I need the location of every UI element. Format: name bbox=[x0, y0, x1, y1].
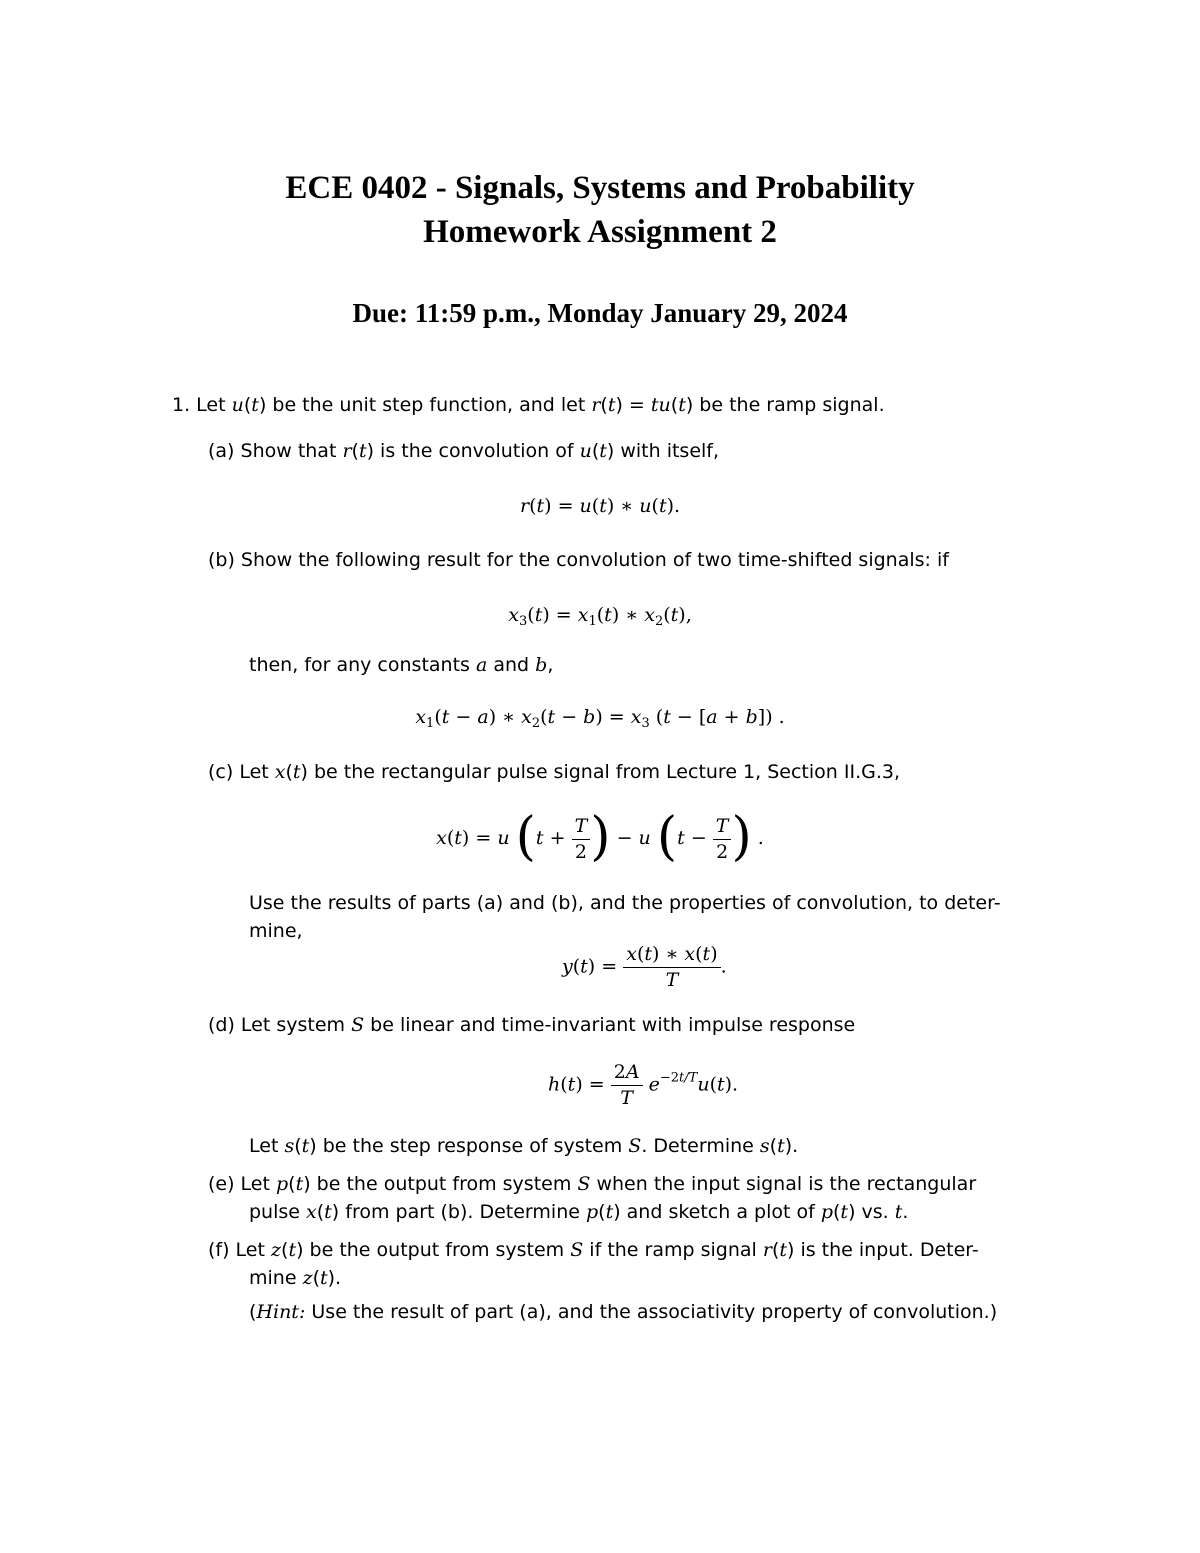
part-d-equation: h(t) = $\frac{2A}{T}$ $e^{-2t/T}u(t)$. bbox=[548, 1061, 739, 1109]
part-b-label: (b) bbox=[208, 549, 235, 571]
part-b-equation-1: $x_3(t) = x_1(t)$ ∗ $x_2(t)$, bbox=[508, 604, 692, 629]
problem-number: 1. bbox=[172, 394, 191, 416]
part-e-label: (e) bbox=[208, 1173, 235, 1195]
part-c-text-2-line-2: mine, bbox=[249, 920, 303, 942]
part-c-equation: x(t) = u (t + $\frac{T}{2}$ ) − u (t − $\frac{T}{2}$ ) . bbox=[436, 807, 764, 867]
part-f-line-1: (f) Let z(t) be the output from system S if the ramp signal r(t) is the input. Deter- bbox=[208, 1239, 979, 1261]
problem-1-intro: 1. Let u(t) be the unit step function, and let r(t) = tu(t) be the ramp signal. bbox=[172, 394, 885, 416]
due-date: Due: 11:59 p.m., Monday January 29, 2024 bbox=[352, 298, 848, 328]
part-d-label: (d) bbox=[208, 1014, 235, 1036]
part-f-hint: (Hint: Use the result of part (a), and the associativity property of convolution.) bbox=[249, 1301, 998, 1323]
part-a-label: (a) bbox=[208, 440, 235, 462]
part-c-equation-2: y(t) = $\frac{x(t) ∗ x(t)}{T}$ . bbox=[562, 943, 727, 991]
part-e-line-2: pulse x(t) from part (b). Determine p(t) and sketch a plot of p(t) vs. t. bbox=[249, 1201, 909, 1223]
part-b-middle-text: then, for any constants a and b, bbox=[249, 654, 554, 676]
part-e-line-1: (e) Let p(t) be the output from system S when the input signal is the rectangular bbox=[208, 1173, 977, 1195]
part-f-line-2: mine z(t). bbox=[249, 1267, 342, 1289]
part-c-label: (c) bbox=[208, 761, 234, 783]
part-b-text: (b) Show the following result for the convolution of two time-shifted signals: if bbox=[208, 549, 949, 571]
part-f-label: (f) bbox=[208, 1239, 230, 1261]
part-a-text: (a) Show that r(t) is the convolution of u(t) with itself, bbox=[208, 440, 720, 462]
assignment-title: Homework Assignment 2 bbox=[423, 214, 777, 250]
part-c-text: (c) Let x(t) be the rectangular pulse signal from Lecture 1, Section II.G.3, bbox=[208, 761, 900, 783]
part-d-text: (d) Let system S be linear and time-invariant with impulse response bbox=[208, 1014, 856, 1036]
part-c-text-2-line-1: Use the results of parts (a) and (b), and the properties of convolution, to deter- bbox=[249, 892, 1001, 914]
part-d-text-2: Let s(t) be the step response of system S. Determine s(t). bbox=[249, 1135, 799, 1157]
course-title: ECE 0402 - Signals, Systems and Probability bbox=[285, 170, 915, 206]
part-b-equation-2: $x_1(t - a)$ ∗ $x_2(t - b) = x_3$ (t − [a + b]) . bbox=[415, 706, 785, 731]
part-a-equation: r(t) = u(t) ∗ u(t). bbox=[519, 495, 681, 517]
